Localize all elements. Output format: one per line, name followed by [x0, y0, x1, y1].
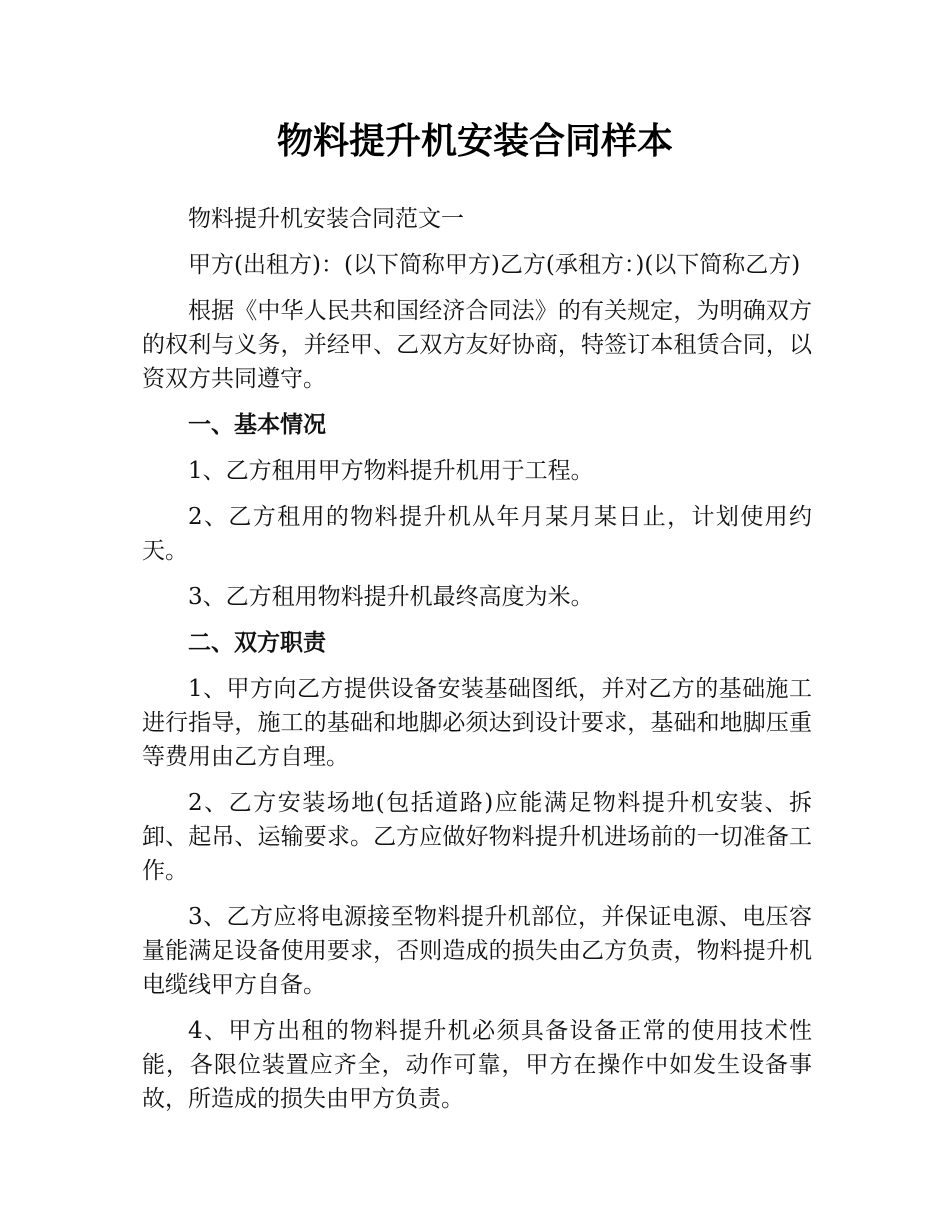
document-title: 物料提升机安装合同样本: [276, 121, 673, 162]
section-heading-basic-info: 一、基本情况: [188, 412, 326, 438]
paragraph-clause: 1、乙方租用甲方物料提升机用于工程。: [188, 458, 594, 484]
paragraph-clause: 3、乙方租用物料提升机最终高度为米。: [188, 584, 594, 610]
paragraph-clause: 3、乙方应将电源接至物料提升机部位，并保证电源、电压容量能满足设备使用要求，否则造成的损失由乙方负责，物料提升机电缆线甲方自备。: [142, 904, 812, 998]
document-body: [142, 202, 812, 1128]
paragraph-clause: 4、甲方出租的物料提升机必须具备设备正常的使用技术性能，各限位装置应齐全，动作可靠，甲方在操作中如发生设备事故，所造成的损失由甲方负责。: [142, 1018, 812, 1112]
paragraph-parties: 甲方(出租方)：(以下简称甲方)乙方(承租方：)(以下简称乙方): [188, 252, 801, 278]
section-heading-responsibilities: 二、双方职责: [188, 630, 326, 656]
paragraph-clause: 2、乙方安装场地(包括道路)应能满足物料提升机安装、拆卸、起吊、运输要求。乙方应做好物料提升机进场前的一切准备工作。: [142, 790, 812, 884]
paragraph-clause: 2、乙方租用的物料提升机从年月某月某日止，计划使用约天。: [142, 504, 812, 564]
paragraph-clause: 1、甲方向乙方提供设备安装基础图纸，并对乙方的基础施工进行指导，施工的基础和地脚必须达到设计要求，基础和地脚压重等费用由乙方自理。: [142, 676, 812, 770]
paragraph-basis: 根据《中华人民共和国经济合同法》的有关规定，为明确双方的权利与义务，并经甲、乙双方友好协商，特签订本租赁合同，以资双方共同遵守。: [142, 298, 812, 392]
paragraph-intro: 物料提升机安装合同范文一: [188, 206, 464, 232]
